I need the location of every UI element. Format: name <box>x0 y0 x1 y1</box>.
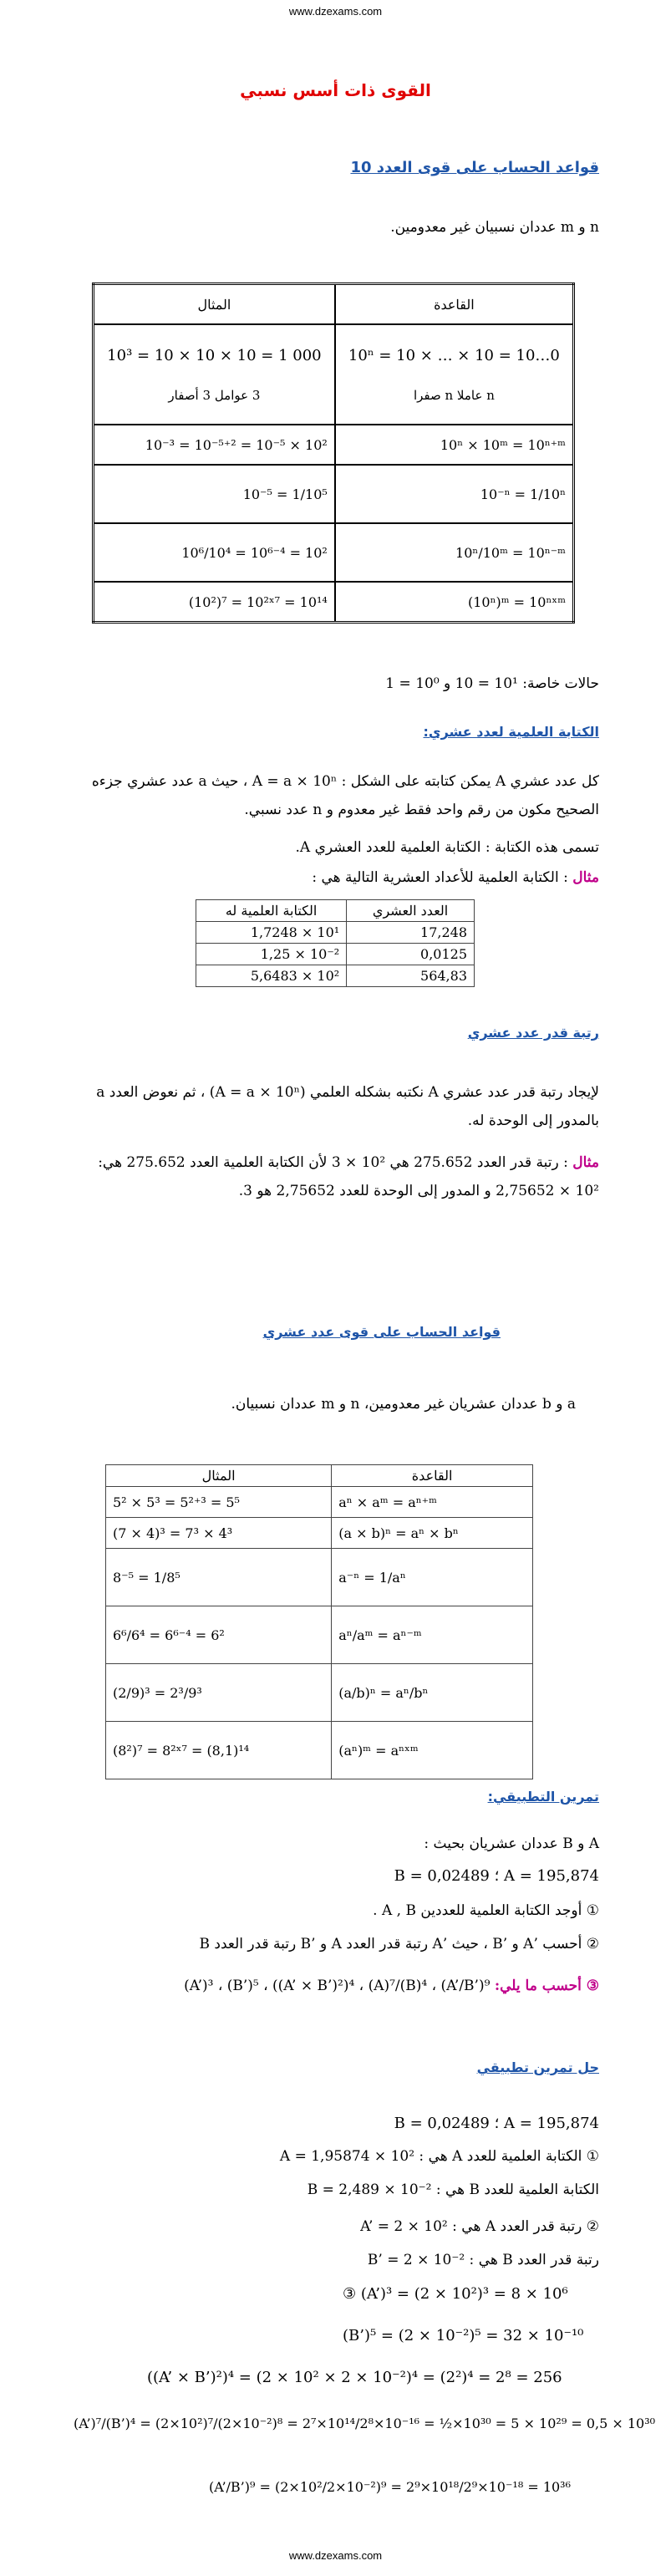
col-header-rule: القاعدة <box>335 284 574 325</box>
solution-given: A = 195,874 ؛ B = 0,02489 <box>394 2115 599 2132</box>
solution-heading: حل تمرين تطبيقي <box>476 2059 599 2075</box>
example-cell: (10²)⁷ = 10²ˣ⁷ = 10¹⁴ <box>94 582 335 623</box>
question-1: ① أوجد الكتابة العلمية للعددين A , B . <box>373 1902 599 1919</box>
solution-line-2: الكتابة العلمية للعدد B هي : B = 2,489 × 10⁻² <box>307 2181 599 2198</box>
section-intro: n و m عددان نسبيان غير معدومين. <box>390 219 599 236</box>
solution-line-3: ② رتبة قدر العدد A هي : A’ = 2 × 10² <box>360 2218 599 2235</box>
solution-line-7: ((A’ × B’)²)⁴ = (2 × 10² × 2 × 10⁻²)⁴ = (2²)⁴ = 2⁸ = 256 <box>147 2369 562 2386</box>
col-header-decimal: العدد العشري <box>347 900 475 922</box>
section-heading-order: رتبة قدر عدد عشري <box>467 1025 599 1041</box>
scientific-example <box>312 869 599 886</box>
rule-cell: 10⁻ⁿ = 1/10ⁿ <box>335 465 574 523</box>
site-url-bottom[interactable]: www.dzexams.com <box>288 2549 383 2562</box>
rule-formula: 10ⁿ = 10 × … × 10 = 10…0 <box>348 346 560 364</box>
sci-cell: 1,7248 × 10¹ <box>196 922 347 944</box>
example-cell: 5² × 5³ = 5²⁺³ = 5⁵ <box>106 1487 332 1518</box>
example-cell: 10⁻⁵ = 1/10⁵ <box>94 465 335 523</box>
example-label: مثال <box>572 869 599 886</box>
solution-line-4: رتبة قدر العدد B هي : B’ = 2 × 10⁻² <box>367 2252 599 2268</box>
example-formula: 10³ = 10 × 10 × 10 = 1 000 <box>107 346 322 364</box>
rule-cell: (10ⁿ)ᵐ = 10ⁿˣᵐ <box>335 582 574 623</box>
example-label: مثال <box>572 1154 599 1171</box>
section-heading-powers-of-10: قواعد الحساب على قوى العدد 10 <box>350 159 599 176</box>
col-header-rule: القاعدة <box>332 1465 533 1487</box>
site-url-top[interactable]: www.dzexams.com <box>288 5 383 18</box>
example-note: 3 عوامل 3 أصفار <box>168 387 261 403</box>
decimal-cell: 17,248 <box>347 922 475 944</box>
question-3 <box>64 1978 599 1994</box>
example-text: : الكتابة العلمية للأعداد العشرية التالية هي : <box>312 869 573 886</box>
powers-of-10-table <box>92 283 575 624</box>
rule-cell: (aⁿ)ᵐ = aⁿˣᵐ <box>332 1722 533 1779</box>
scientific-naming: تسمى هذه الكتابة : الكتابة العلمية للعدد العشري A. <box>295 839 599 856</box>
order-example <box>89 1148 599 1205</box>
exercise-given: A = 195,874 ؛ B = 0,02489 <box>394 1867 599 1885</box>
page-title: القوى ذات أسس نسبي <box>240 80 431 100</box>
order-definition: لإيجاد رتبة قدر عدد عشري A نكتبه بشكله العلمي (A = a × 10ⁿ) ، ثم نعوض العدد a بالمدور إلى الوحدة له. <box>96 1084 599 1129</box>
example-cell: 10⁶/10⁴ = 10⁶⁻⁴ = 10² <box>94 523 335 582</box>
example-cell: 10⁻³ = 10⁻⁵⁺² = 10⁻⁵ × 10² <box>94 425 335 465</box>
example-cell: (7 × 4)³ = 7³ × 4³ <box>106 1518 332 1549</box>
col-header-example: المثال <box>94 284 335 325</box>
section-heading-scientific: الكتابة العلمية لعدد عشري: <box>423 724 599 740</box>
solution-line-6: (B’)⁵ = (2 × 10⁻²)⁵ = 32 × 10⁻¹⁰ <box>343 2327 584 2344</box>
rule-cell: aⁿ × aᵐ = aⁿ⁺ᵐ <box>332 1487 533 1518</box>
example-cell: (8²)⁷ = 8²ˣ⁷ = (8,1)¹⁴ <box>106 1722 332 1779</box>
decimal-powers-table <box>105 1464 533 1779</box>
solution-line-9: (A’/B’)⁹ = (2×10²/2×10⁻²)⁹ = 2⁹×10¹⁸/2⁹×10⁻¹⁸ = 10³⁶ <box>209 2479 572 2495</box>
rule-cell: a⁻ⁿ = 1/aⁿ <box>332 1549 533 1606</box>
example-cell: (2/9)³ = 2³/9³ <box>106 1664 332 1722</box>
question-3-items: (A’)³ ، (B’)⁵ ، ((A’ × B’)²)⁴ ، (A)⁷/(B)⁴ ، (A’/B’)⁹ <box>184 1978 491 1994</box>
rule-cell: 10ⁿ/10ᵐ = 10ⁿ⁻ᵐ <box>335 523 574 582</box>
solution-line-8: (A’)⁷/(B’)⁴ = (2×10²)⁷/(2×10⁻²)⁸ = 2⁷×10¹⁴/2⁸×10⁻¹⁶ = ½×10³⁰ = 5 × 10²⁹ = 0,5 × 10³⁰ <box>74 2416 656 2431</box>
example-text: : رتبة قدر العدد 275.652 هي 10² × 3 لأن الكتابة العلمية العدد 275.652 هي: 10² × 2,75652 و المدور إلى الوحدة للعدد 2,75652 هو 3. <box>98 1154 599 1199</box>
rule-cell: 10ⁿ × 10ᵐ = 10ⁿ⁺ᵐ <box>335 425 574 465</box>
sci-cell: 5,6483 × 10² <box>196 965 347 987</box>
exercise-intro: A و B عددان عشريان بحيث : <box>424 1835 599 1852</box>
scientific-definition: كل عدد عشري A يمكن كتابته على الشكل : A = a × 10ⁿ ، حيث a عدد عشري جزءه الصحيح مكون من رقم واحد فقط غير معدوم و n عدد نسبي. <box>91 773 599 818</box>
decimal-cell: 0,0125 <box>347 944 475 965</box>
exercise-heading: تمرين التطبيقي: <box>487 1789 599 1805</box>
rule-cell: (a/b)ⁿ = aⁿ/bⁿ <box>332 1664 533 1722</box>
solution-line-5: ③ (A’)³ = (2 × 10²)³ = 8 × 10⁶ <box>343 2285 568 2303</box>
rule-cell: aⁿ/aᵐ = aⁿ⁻ᵐ <box>332 1606 533 1664</box>
decimal-cell: 564,83 <box>347 965 475 987</box>
example-cell <box>94 324 335 425</box>
scientific-table <box>196 899 475 987</box>
rule-cell <box>335 324 574 425</box>
rule-cell: (a × b)ⁿ = aⁿ × bⁿ <box>332 1518 533 1549</box>
sci-cell: 1,25 × 10⁻² <box>196 944 347 965</box>
example-cell: 8⁻⁵ = 1/8⁵ <box>106 1549 332 1606</box>
solution-line-1: ① الكتابة العلمية للعدد A هي : A = 1,95874 × 10² <box>279 2148 599 2165</box>
section-heading-decimal-powers: قواعد الحساب على قوى عدد عشري <box>262 1324 501 1340</box>
col-header-example: المثال <box>106 1465 332 1487</box>
question-3-label: ③ أحسب ما يلي: <box>494 1978 599 1994</box>
decimal-powers-intro: a و b عددان عشريان غير معدومين، n و m عددان نسبيان. <box>231 1396 576 1413</box>
example-cell: 6⁶/6⁴ = 6⁶⁻⁴ = 6² <box>106 1606 332 1664</box>
rule-note: n عاملا n صفرا <box>413 387 495 403</box>
col-header-sci: الكتابة العلمية له <box>196 900 347 922</box>
special-cases: حالات خاصة: 10¹ = 10 و 10⁰ = 1 <box>385 675 599 692</box>
question-2: ② أحسب ’A و ’B ، حيث ’A رتبة قدر العدد A و ’B رتبة قدر العدد B <box>199 1936 599 1952</box>
